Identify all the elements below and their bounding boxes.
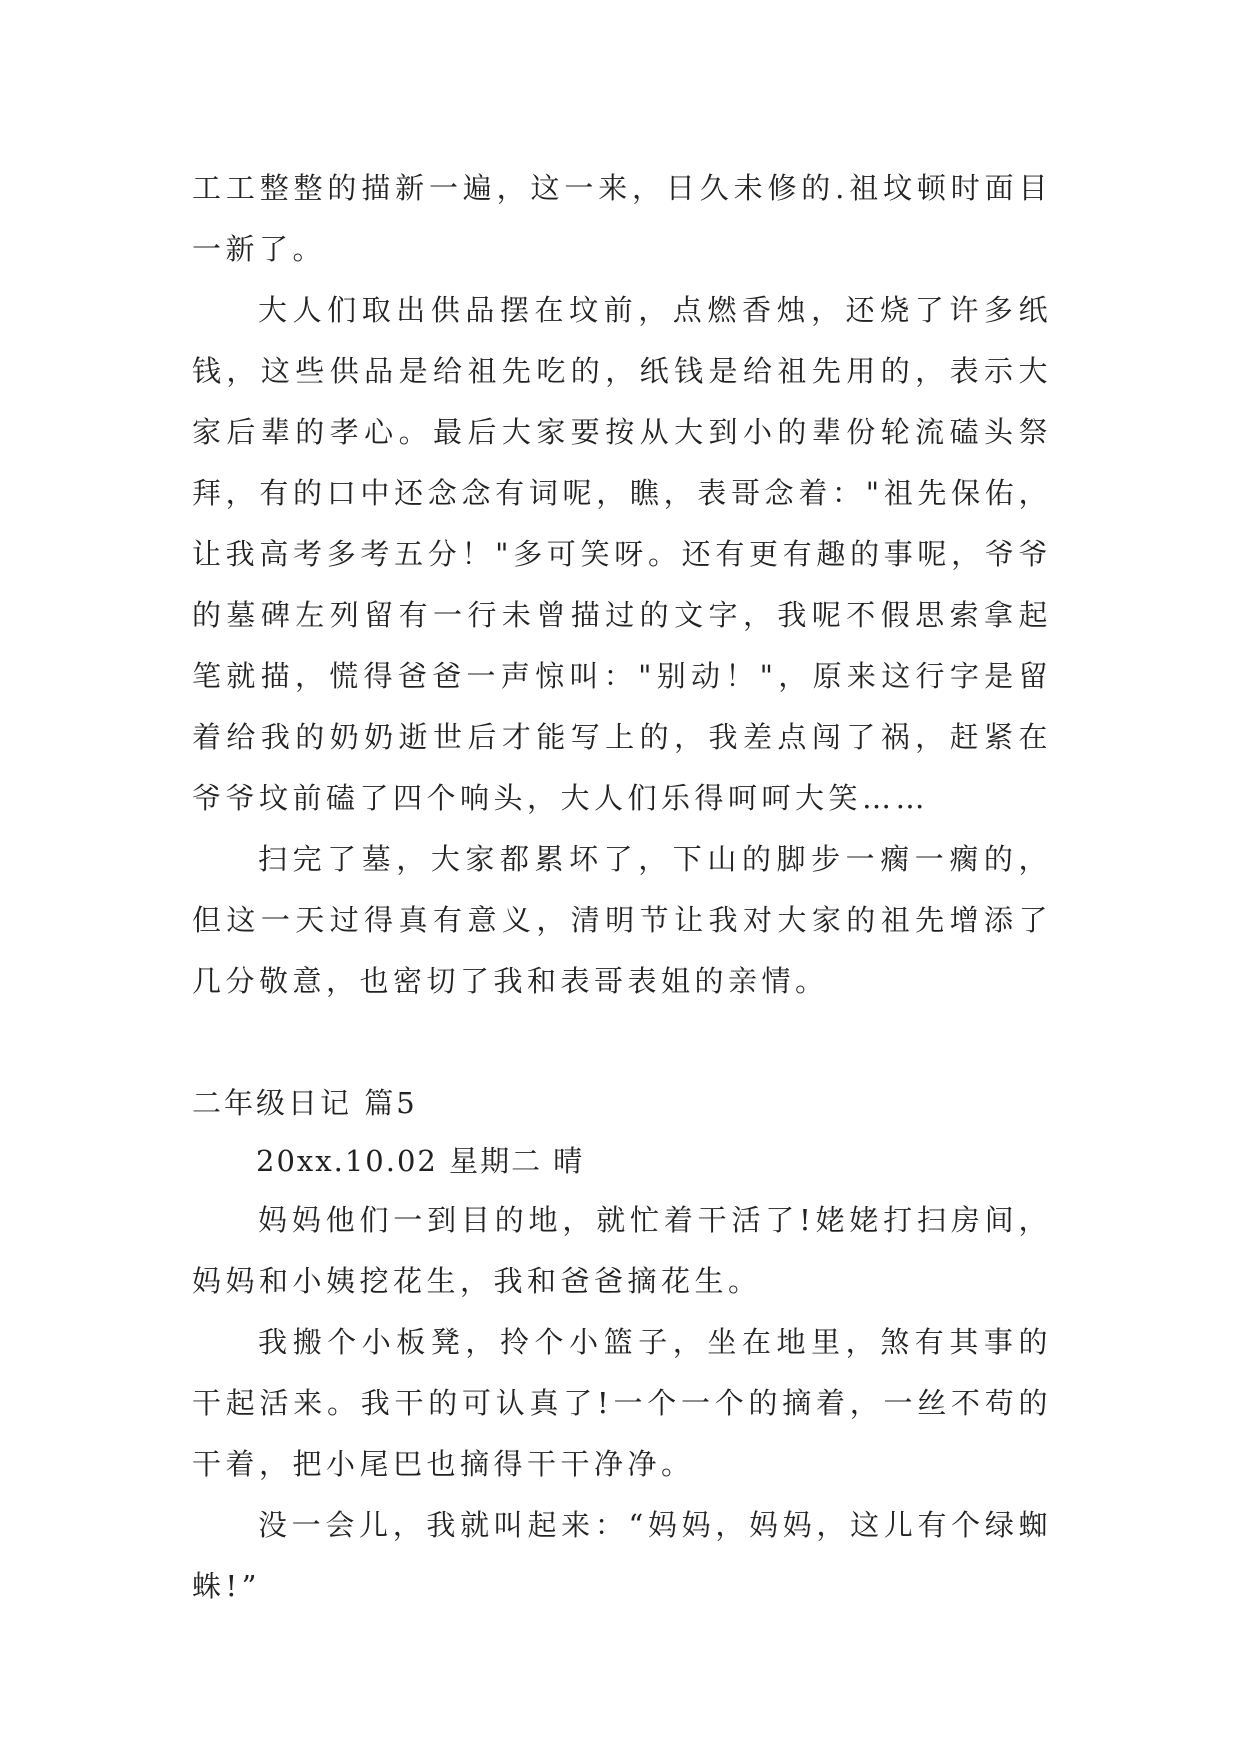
section-gap — [192, 1012, 1052, 1074]
paragraph-3: 扫完了墓，大家都累坏了，下山的脚步一瘸一瘸的，但这一天过得真有意义，清明节让我对大家的祖先增添了几分敬意，也密切了我和表哥表姐的亲情。 — [192, 842, 1052, 998]
paragraph-4: 妈妈他们一到目的地，就忙着干活了!姥姥打扫房间，妈妈和小姨挖花生，我和爸爸摘花生。 — [192, 1203, 1052, 1298]
section-title: 二年级日记 篇5 — [192, 1086, 418, 1120]
paragraph-1: 工工整整的描新一遍，这一来，日久未修的.祖坟顿时面目一新了。 — [192, 171, 1052, 266]
date-line: 20xx.10.02 星期二 晴 — [256, 1144, 585, 1178]
paragraph-6: 没一会儿，我就叫起来：“妈妈，妈妈，这儿有个绿蜘蛛!” — [192, 1508, 1052, 1603]
paragraph-5: 我搬个小板凳，拎个小篮子，坐在地里，煞有其事的干起活来。我干的可认真了!一个一个的摘着，一丝不苟的干着，把小尾巴也摘得干干净净。 — [192, 1325, 1052, 1481]
document-page — [192, 158, 1052, 1617]
paragraph-2: 大人们取出供品摆在坟前，点燃香烛，还烧了许多纸钱，这些供品是给祖先吃的，纸钱是给祖先用的，表示大家后辈的孝心。最后大家要按从大到小的辈份轮流磕头祭拜，有的口中还念念有词呢，瞧，表哥念着："祖先保佑，让我高考多考五分！"多可笑呀。还有更有趣的事呢，爷爷的墓碑左列留有一行未曾描过的文字，我呢不假思索拿起笔就描，慌得爸爸一声惊叫："别动！"，原来这行字是留着给我的奶奶逝世后才能写上的，我差点闯了祸，赶紧在爷爷坟前磕了四个响头，大人们乐得呵呵大笑…… — [192, 293, 1052, 815]
